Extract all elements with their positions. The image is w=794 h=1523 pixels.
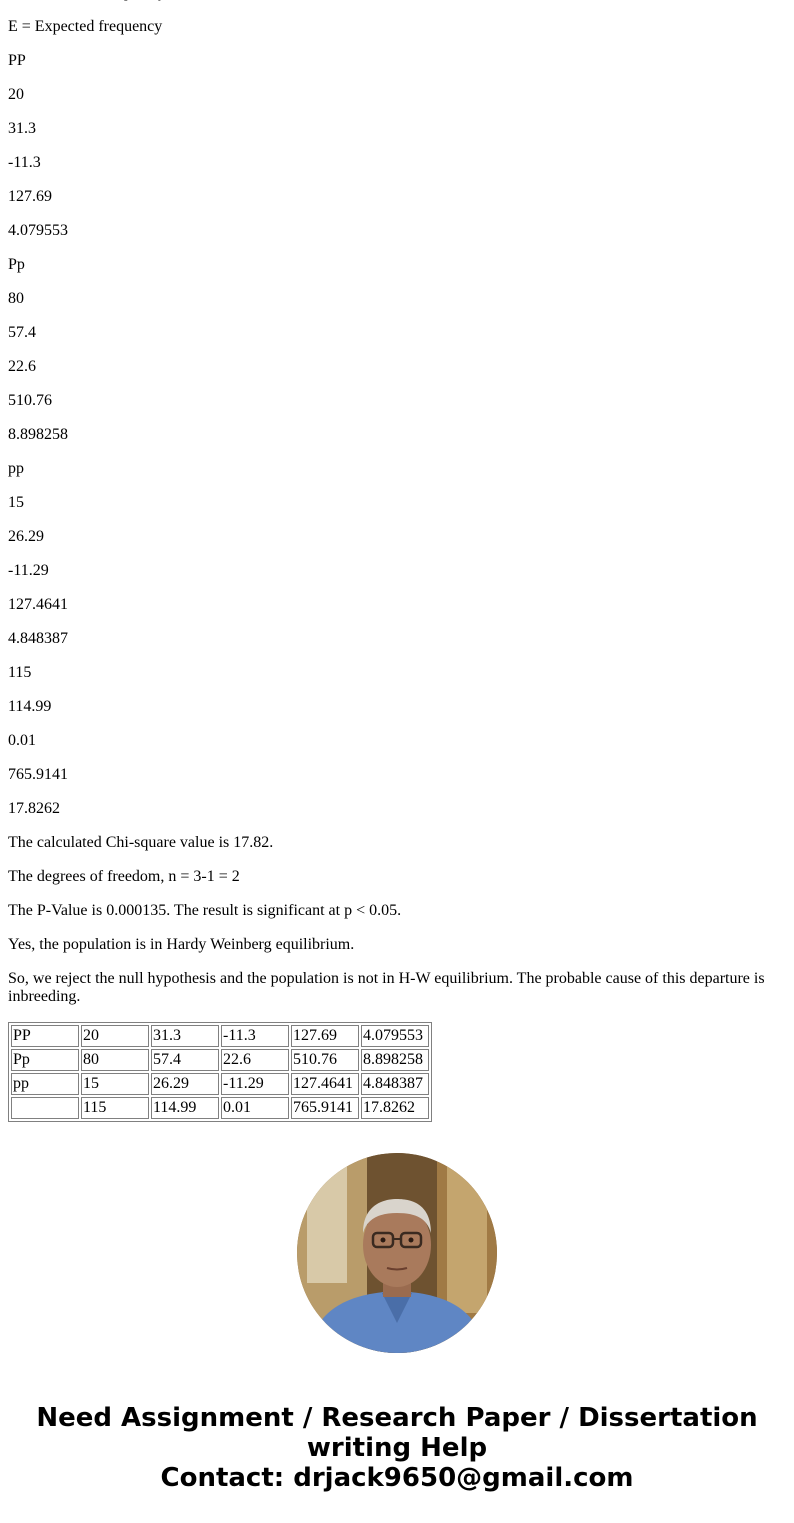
table-row (11, 1025, 429, 1047)
table-cell (11, 1097, 79, 1119)
table-cell: 15 (81, 1073, 149, 1095)
text-line: 510.76 (8, 392, 52, 409)
text-line: PP (8, 52, 26, 69)
conclusion-paragraph: So, we reject the null hypothesis and the population is not in H-W equilibrium. The probable cause of this departure is inbreeding. (8, 970, 765, 1005)
text-line: E = Expected frequency (8, 18, 163, 35)
chi-square-table (8, 1022, 432, 1122)
equilibrium-statement: Yes, the population is in Hardy Weinberg equilibrium. (8, 936, 355, 953)
avatar-photo-icon (297, 1153, 497, 1353)
table-row (11, 1049, 429, 1071)
table-cell: 17.8262 (361, 1097, 429, 1119)
text-line: 127.69 (8, 188, 52, 205)
text-line: 17.8262 (8, 800, 60, 817)
text-line: 127.4641 (8, 596, 68, 613)
text-line: 115 (8, 664, 32, 681)
text-line: 15 (8, 494, 24, 511)
table-cell: -11.29 (221, 1073, 289, 1095)
banner-line: writing Help (306, 1433, 488, 1463)
contact-email: Contact: drjack9650@gmail.com (160, 1463, 634, 1493)
text-line: 22.6 (8, 358, 36, 375)
text-line: Pp (8, 256, 25, 273)
text-line: 20 (8, 86, 24, 103)
table-cell: 4.079553 (361, 1025, 429, 1047)
table-cell: 0.01 (221, 1097, 289, 1119)
text-line: 4.848387 (8, 630, 68, 647)
table-cell: -11.3 (221, 1025, 289, 1047)
table-cell: 80 (81, 1049, 149, 1071)
table-row (11, 1097, 429, 1119)
table-cell: pp (11, 1073, 79, 1095)
table-cell: 26.29 (151, 1073, 219, 1095)
table-cell: 22.6 (221, 1049, 289, 1071)
table-cell: 20 (81, 1025, 149, 1047)
text-line: 4.079553 (8, 222, 68, 239)
text-line: -11.29 (8, 562, 49, 579)
p-value-statement: The P-Value is 0.000135. The result is significant at p < 0.05. (8, 902, 402, 919)
text-line: 57.4 (8, 324, 36, 341)
text-line: 114.99 (8, 698, 52, 715)
table-cell: 510.76 (291, 1049, 359, 1071)
text-line (8, 0, 786, 2)
table-cell: 127.4641 (291, 1073, 359, 1095)
banner-line: Need Assignment / Research Paper / Dissertation (36, 1403, 758, 1433)
text-line: 80 (8, 290, 24, 307)
text-line: 31.3 (8, 120, 36, 137)
table-cell: Pp (11, 1049, 79, 1071)
table-row (11, 1073, 429, 1095)
avatar (297, 1153, 497, 1353)
text-line: 0.01 (8, 732, 36, 749)
text-line: 26.29 (8, 528, 44, 545)
text-line: pp (8, 460, 24, 477)
chi-square-statement: The calculated Chi-square value is 17.82. (8, 834, 274, 851)
table-cell: 8.898258 (361, 1049, 429, 1071)
degrees-of-freedom-statement: The degrees of freedom, n = 3-1 = 2 (8, 868, 240, 885)
table-cell: 115 (81, 1097, 149, 1119)
table-cell: 127.69 (291, 1025, 359, 1047)
contact-banner (0, 1403, 794, 1493)
table-cell: 57.4 (151, 1049, 219, 1071)
table-cell: 4.848387 (361, 1073, 429, 1095)
text-line: -11.3 (8, 154, 41, 171)
text-line: 8.898258 (8, 426, 68, 443)
text-line: 765.9141 (8, 766, 68, 783)
table-cell: 114.99 (151, 1097, 219, 1119)
table-cell: 31.3 (151, 1025, 219, 1047)
table-cell: 765.9141 (291, 1097, 359, 1119)
document-body (8, 0, 786, 1122)
table-cell: PP (11, 1025, 79, 1047)
